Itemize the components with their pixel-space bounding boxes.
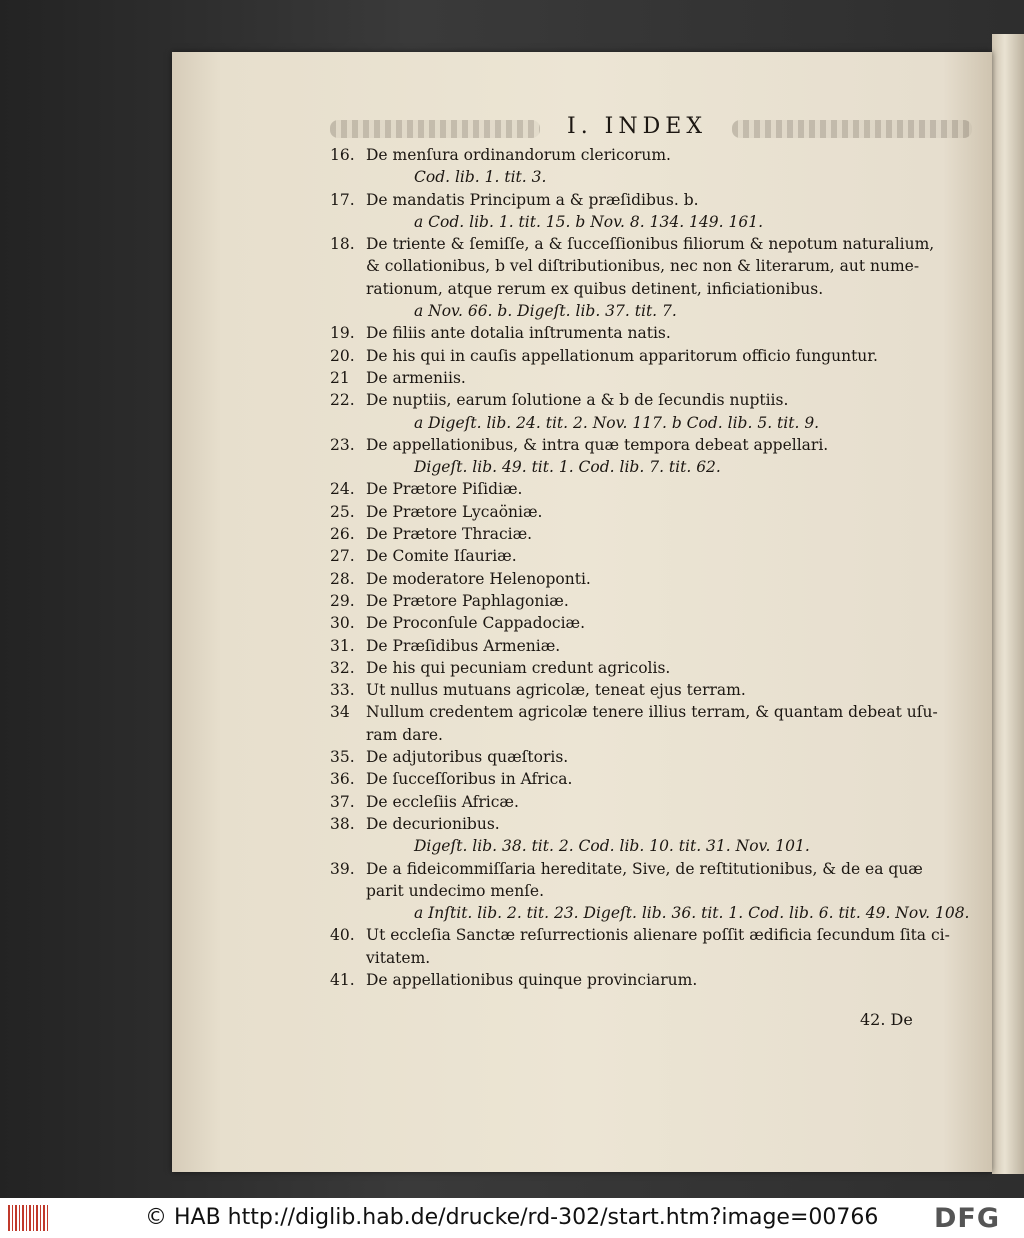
entry-number: 36. — [330, 770, 355, 789]
entry-number: 23. — [330, 435, 355, 454]
index-entry — [330, 813, 970, 858]
entry-number: 41. — [330, 970, 355, 989]
entry-text-line: De Præſidibus Armeniæ. — [366, 636, 561, 655]
index-entry — [330, 568, 970, 590]
index-entry — [330, 345, 970, 367]
entry-number: 19. — [330, 324, 355, 343]
entry-text-line: De Proconſule Cappadociæ. — [366, 614, 586, 633]
entry-text-line: De decurionibus. — [366, 814, 500, 833]
entry-reference: Digeſt. lib. 49. tit. 1. Cod. lib. 7. tit. 62. — [414, 458, 721, 477]
entry-number: 30. — [330, 614, 355, 633]
index-entry — [330, 924, 970, 969]
entry-number: 34 — [330, 703, 350, 722]
entry-number: 32. — [330, 658, 355, 677]
entry-text-line: De Prætore Thraciæ. — [366, 525, 533, 544]
entry-reference: a Nov. 66. b. Digeſt. lib. 37. tit. 7. — [414, 302, 677, 321]
index-entry — [330, 144, 970, 189]
entry-number: 16. — [330, 146, 355, 164]
entry-number: 24. — [330, 480, 355, 499]
entry-text-line: De Prætore Paphlagoniæ. — [366, 591, 569, 610]
credit-link[interactable]: © HAB http://diglib.hab.de/drucke/rd-302/start.htm?image=00766 — [145, 1205, 879, 1230]
viewer-footer — [0, 1198, 1024, 1238]
entry-number: 17. — [330, 190, 355, 209]
index-entry — [330, 367, 970, 389]
entry-text-line: Ut nullus mutuans agricolæ, teneat ejus terram. — [366, 681, 746, 700]
entry-text-line: vitatem. — [366, 948, 431, 967]
entry-text-line: De mandatis Principum a & præſidibus. b. — [366, 190, 699, 209]
entry-text-line: De adjutoribus quæſtoris. — [366, 748, 569, 767]
index-entry — [330, 389, 970, 434]
entry-number: 22. — [330, 391, 355, 410]
index-entry — [330, 478, 970, 500]
entry-text-line: De eccleſiis Africæ. — [366, 792, 519, 811]
entry-number: 18. — [330, 235, 355, 254]
running-head: I. INDEX — [567, 114, 707, 139]
index-entries — [330, 144, 970, 991]
index-entry — [330, 590, 970, 612]
entry-reference: Digeſt. lib. 38. tit. 2. Cod. lib. 10. tit. 31. Nov. 101. — [414, 837, 810, 856]
entry-text-line: De appellationibus quinque provinciarum. — [366, 970, 698, 989]
entry-text-line: De triente & ſemiſſe, a & ſucceſſionibus filiorum & nepotum naturalium, — [366, 235, 935, 254]
index-entry — [330, 612, 970, 634]
index-entry — [330, 679, 970, 701]
entry-text-line: De his qui pecuniam credunt agricolis. — [366, 658, 671, 677]
entry-number: 39. — [330, 859, 355, 878]
entry-reference: a Inſtit. lib. 2. tit. 23. Digeſt. lib. 36. tit. 1. Cod. lib. 6. tit. 49. Nov. 108. — [414, 904, 970, 923]
entry-text-line: De armeniis. — [366, 368, 466, 387]
entry-number: 31. — [330, 636, 355, 655]
entry-reference: a Digeſt. lib. 24. tit. 2. Nov. 117. b Cod. lib. 5. tit. 9. — [414, 413, 820, 432]
entry-reference: Cod. lib. 1. tit. 3. — [414, 168, 547, 187]
index-entry — [330, 189, 970, 234]
dfg-logo: DFG — [934, 1203, 1001, 1234]
entry-number: 28. — [330, 569, 355, 588]
header-ornament-right — [732, 120, 972, 138]
entry-number: 20. — [330, 346, 355, 365]
page-header — [172, 114, 992, 142]
entry-text-line: De a fideicommiſſaria hereditate, Sive, de reſtitutionibus, & de ea quæ — [366, 859, 923, 878]
entry-number: 29. — [330, 591, 355, 610]
entry-number: 21 — [330, 368, 350, 387]
entry-text-line: De moderatore Helenoponti. — [366, 569, 591, 588]
entry-text-line: ram dare. — [366, 725, 443, 744]
entry-text-line: De Comite Iſauriæ. — [366, 547, 517, 566]
index-entry — [330, 969, 970, 991]
entry-number: 27. — [330, 547, 355, 566]
entry-text-line: De Prætore Piſidiæ. — [366, 480, 523, 499]
index-entry — [330, 523, 970, 545]
index-entry — [330, 657, 970, 679]
entry-text-line: Ut eccleſia Sanctæ reſurrectionis alienare poſſit ædificia ſecundum ſita ci- — [366, 926, 950, 945]
index-entry — [330, 791, 970, 813]
index-entry — [330, 701, 970, 746]
entry-number: 35. — [330, 748, 355, 767]
catchword: 42. De — [860, 1010, 913, 1029]
entry-reference: a Cod. lib. 1. tit. 15. b Nov. 8. 134. 149. 161. — [414, 212, 764, 231]
entry-number: 33. — [330, 681, 355, 700]
entry-text-line: De ſucceſſoribus in Africa. — [366, 770, 573, 789]
entry-text-line: De nuptiis, earum ſolutione a & b de ſecundis nuptiis. — [366, 391, 789, 410]
index-entry — [330, 322, 970, 344]
entry-number: 38. — [330, 814, 355, 833]
entry-text-line: De menſura ordinandorum clericorum. — [366, 146, 671, 164]
entry-text-line: & collationibus, b vel diſtributionibus, nec non & literarum, aut nume- — [366, 257, 920, 276]
entry-text-line: rationum, atque rerum ex quibus detinent, inficiationibus. — [366, 279, 824, 298]
index-entry — [330, 501, 970, 523]
index-entry — [330, 545, 970, 567]
book-page — [172, 52, 992, 1172]
entry-number: 26. — [330, 525, 355, 544]
entry-number: 40. — [330, 926, 355, 945]
entry-text-line: parit undecimo menſe. — [366, 881, 545, 900]
index-entry — [330, 635, 970, 657]
header-ornament-left — [330, 120, 540, 138]
entry-text-line: De appellationibus, & intra quæ tempora debeat appellari. — [366, 435, 829, 454]
entry-text-line: Nullum credentem agricolæ tenere illius terram, & quantam debeat uſu- — [366, 703, 938, 722]
index-entry — [330, 768, 970, 790]
entry-number: 37. — [330, 792, 355, 811]
entry-text-line: De Prætore Lycaöniæ. — [366, 502, 543, 521]
entry-text-line: De his qui in cauſis appellationum apparitorum officio funguntur. — [366, 346, 878, 365]
index-entry — [330, 858, 970, 925]
index-entry — [330, 233, 970, 322]
entry-number: 25. — [330, 502, 355, 521]
entry-text-line: De filiis ante dotalia inſtrumenta natis. — [366, 324, 671, 343]
index-entry — [330, 746, 970, 768]
index-entry — [330, 434, 970, 479]
adjacent-page-edge — [992, 34, 1024, 1174]
barcode-icon — [8, 1205, 48, 1231]
